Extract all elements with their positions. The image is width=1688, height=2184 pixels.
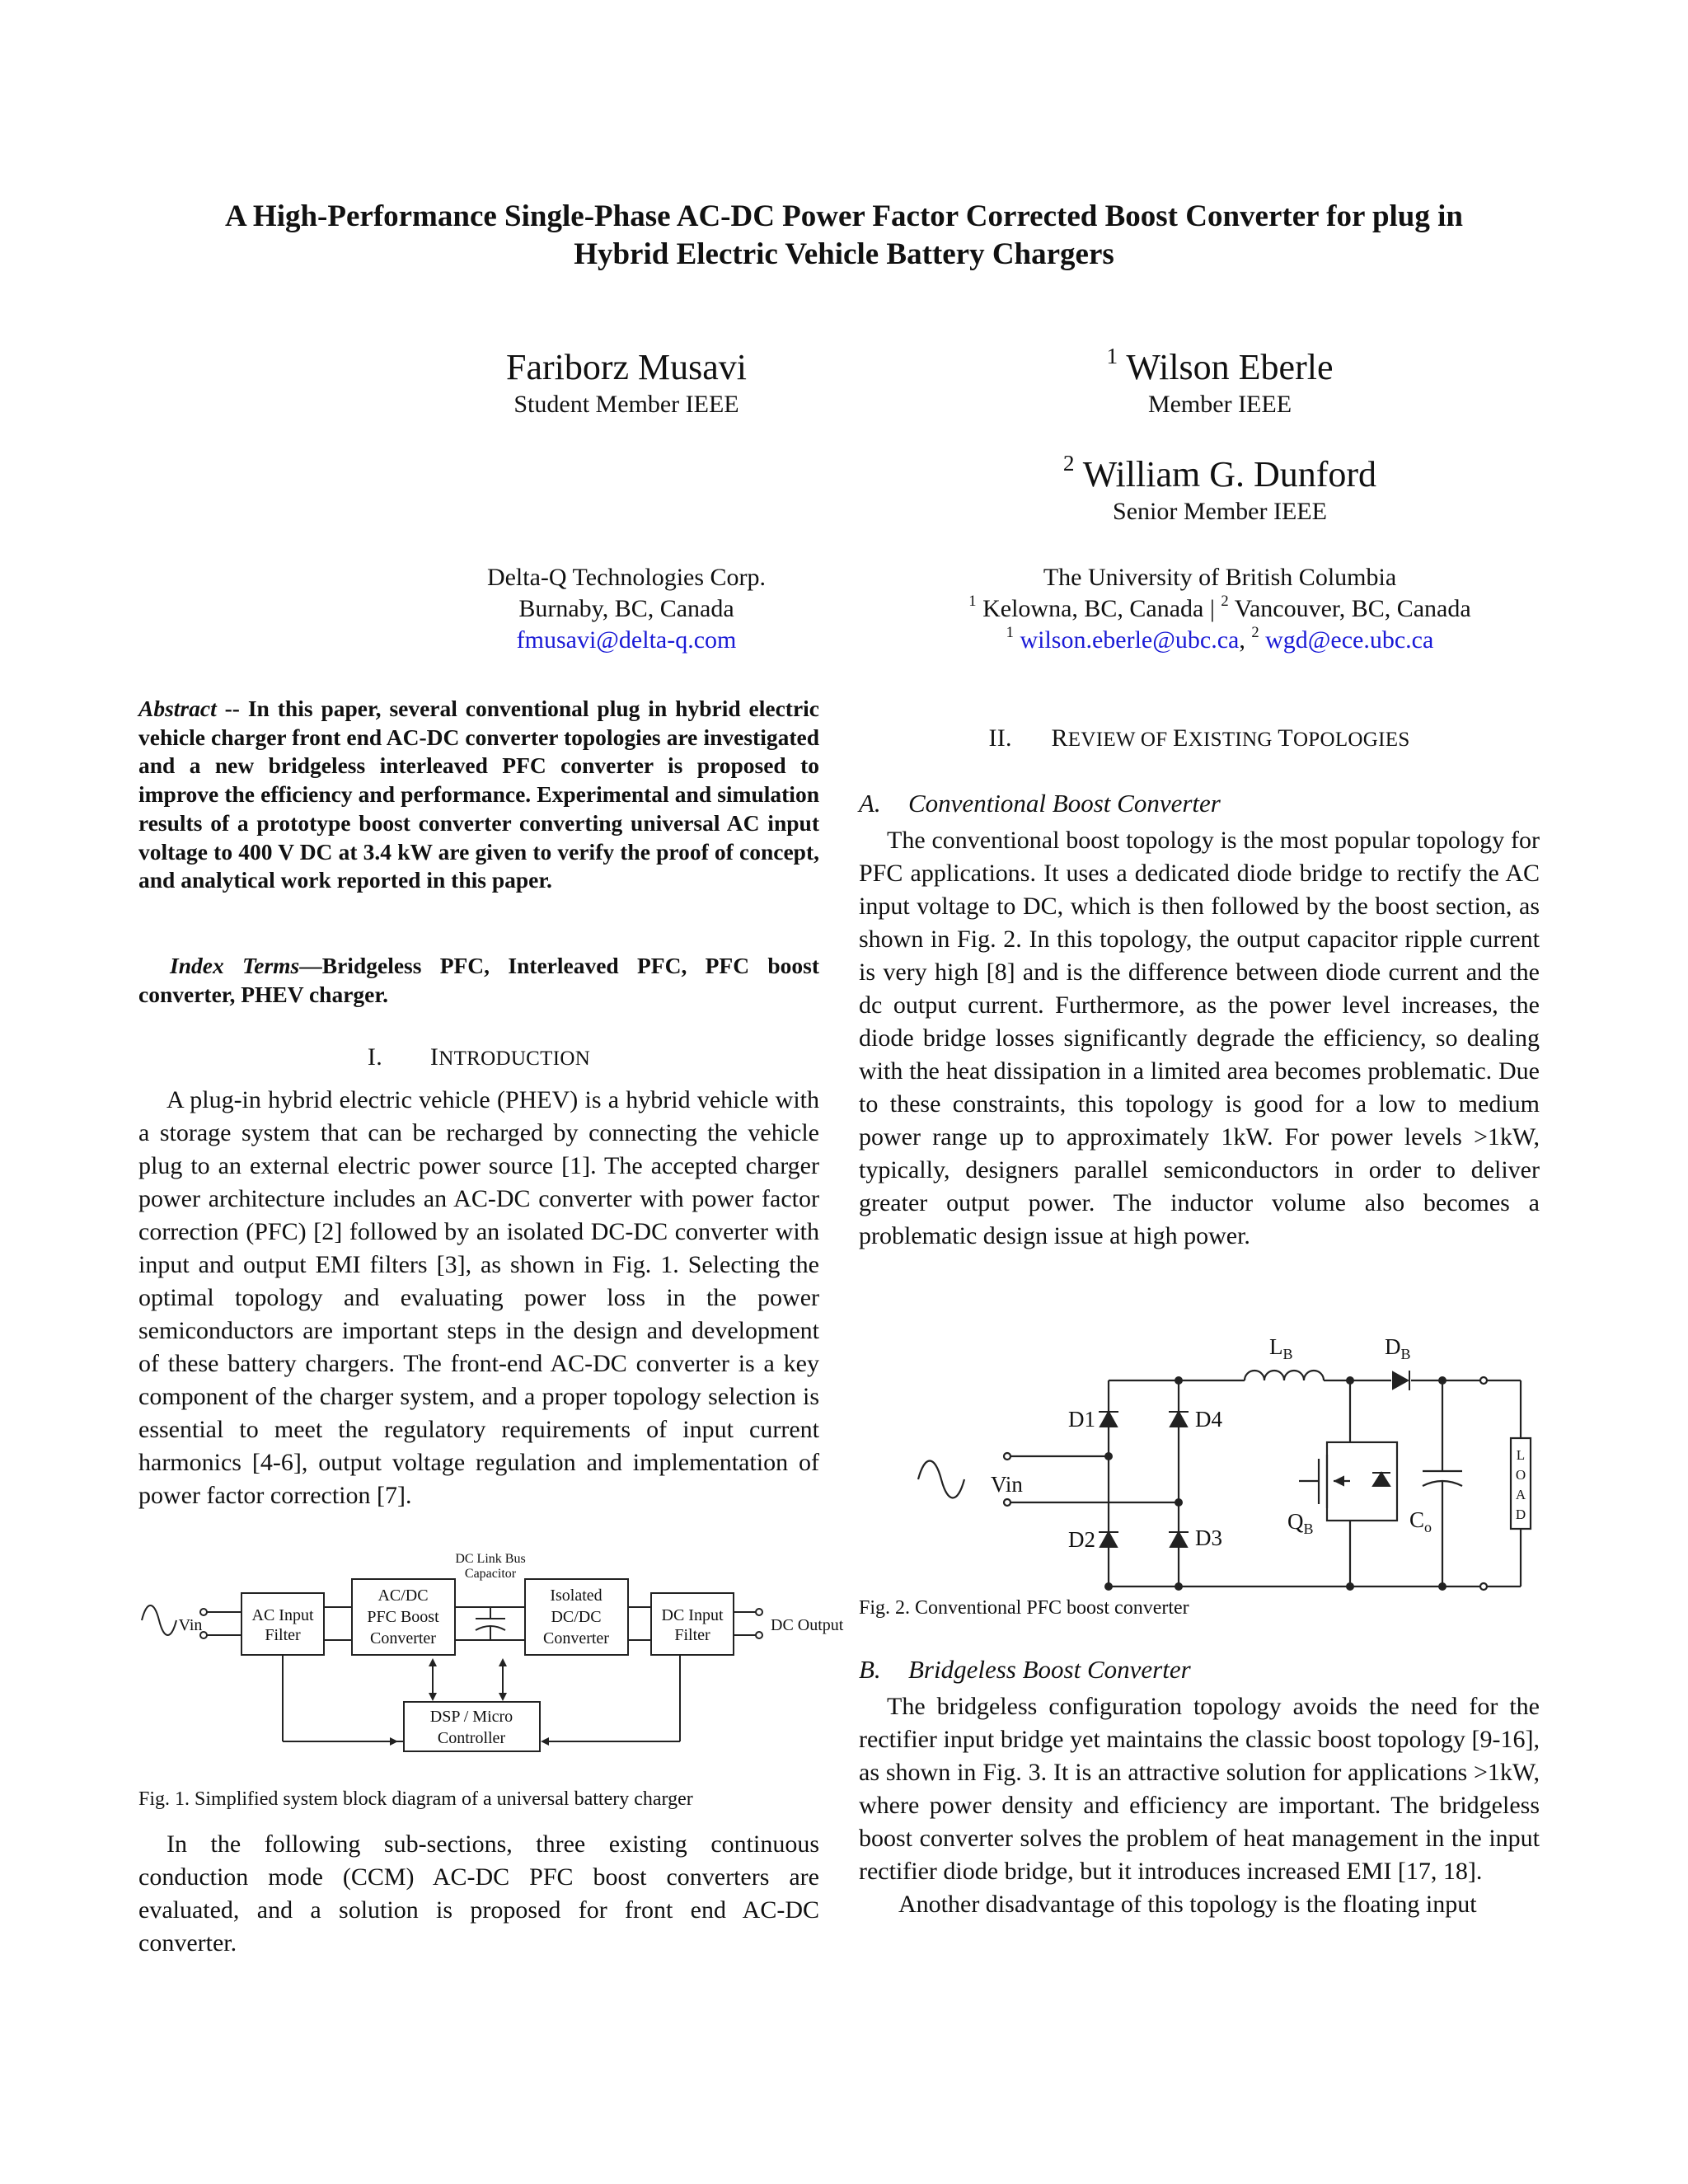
svg-text:AC/DC: AC/DC xyxy=(377,1586,429,1605)
email-link[interactable]: fmusavi@delta-q.com xyxy=(516,626,737,654)
abstract-body: -- In this paper, several conventional plug in hybrid electric vehicle charger front end AC-DC converter topologies are investigated and a new bridgeless interleaved PFC converter is proposed to improve the efficiency and performance. Experimental and simulation results of a prototype boost converter converting universal AC input voltage to 400 V DC at 3.4 kW are given to verify the proof of concept, and analytical work reported in this paper. xyxy=(138,696,819,893)
author-role: Senior Member IEEE xyxy=(1113,498,1327,525)
following-paragraph: In the following sub-sections, three existing continuous conduction mode (CCM) AC-DC PFC boost converters are evaluated, and a solution is proposed for front end AC-DC converter. xyxy=(138,1830,819,1957)
intro-paragraph: A plug-in hybrid electric vehicle (PHEV) is a hybrid vehicle with a storage system that can be recharged by connecting the vehicle plug to an external electric power source [1]. The accepted charger power architecture includes an AC-DC converter with power factor correction (PFC) [2] followed by an isolated DC-DC converter with input and output EMI filters [3], as shown in Fig. 1. Selecting the optimal topology and evaluating power loss in the power semiconductors are important steps in the design and development of these battery chargers. The front-end AC-DC converter is a key component of the charger system, and a proper topology selection is essential to meet the regulatory requirements of input current harmonics [4-6], output voltage regulation and implementation of power factor correction [7]. xyxy=(138,1086,819,1509)
affiliation-emails: $^1$ wilson.eberle@ubc.ca, $^2$ wgd@ece.ubc.ca xyxy=(1006,623,1434,654)
svg-text:A: A xyxy=(1515,1487,1526,1502)
following-text xyxy=(138,1828,819,1960)
subsection-a-heading: A. Conventional Boost Converter xyxy=(859,789,1221,818)
svg-text:D: D xyxy=(1515,1507,1526,1522)
capacitor-co-label: $C_o$ xyxy=(1409,1507,1432,1535)
title-line-2: Hybrid Electric Vehicle Battery Chargers xyxy=(574,237,1114,271)
section-heading-introduction: I. INTRODUCTION xyxy=(367,1043,591,1071)
switch-qb-label: $Q_B$ xyxy=(1287,1509,1314,1537)
svg-text:Filter: Filter xyxy=(674,1626,710,1644)
subsection-b-paragraph: The bridgeless configuration topology avoids the need for the rectifier input bridge yet maintains the classic boost topology [9-16], as shown in Fig. 3. It is an attractive solution for applications >1kW, where power density and efficiency are important. The bridgeless boost converter solves the problem of heat management in the input rectifier diode bridge, but it introduces increased EMI [17, 18]. xyxy=(859,1693,1540,1885)
svg-text:Filter: Filter xyxy=(265,1626,301,1644)
abstract xyxy=(138,695,819,895)
svg-text:L: L xyxy=(1516,1447,1526,1463)
vin-label: Vin xyxy=(178,1616,203,1634)
load-label xyxy=(1516,1447,1526,1522)
affiliation-org: Delta-Q Technologies Corp. xyxy=(486,564,767,591)
affiliation-right xyxy=(874,562,1566,656)
index-terms-label: Index Terms xyxy=(170,953,300,978)
author-role: Member IEEE xyxy=(1147,391,1292,418)
svg-text:AC Input: AC Input xyxy=(251,1606,314,1624)
svg-text:Converter: Converter xyxy=(543,1629,609,1647)
diode-d4-label: D4 xyxy=(1195,1407,1222,1432)
author-name: $^2$ William G. Dunford xyxy=(1062,450,1377,494)
figure-2-boost-circuit xyxy=(907,1323,1550,1595)
svg-text:Isolated: Isolated xyxy=(550,1586,603,1605)
subsection-b-paragraph-2: Another disadvantage of this topology is the floating input xyxy=(898,1891,1477,1918)
dc-link-label: Capacitor xyxy=(464,1567,517,1581)
diode-d1-label: D1 xyxy=(1068,1407,1095,1432)
svg-text:DSP / Micro: DSP / Micro xyxy=(429,1708,513,1726)
index-terms-body: —Bridgeless PFC, Interleaved PFC, PFC boost converter, PHEV charger. xyxy=(138,953,819,1007)
affiliation-city: Burnaby, BC, Canada xyxy=(518,595,734,622)
email-link[interactable]: wgd@ece.ubc.ca xyxy=(1265,626,1434,654)
svg-text:Controller: Controller xyxy=(437,1729,506,1747)
author-role: Student Member IEEE xyxy=(513,391,739,418)
author-block-2 xyxy=(874,343,1566,420)
svg-text:O: O xyxy=(1515,1467,1526,1483)
diode-d2-label: D2 xyxy=(1068,1527,1095,1552)
svg-text:Converter: Converter xyxy=(370,1629,436,1647)
title-line-1: A High-Performance Single-Phase AC-DC Power Factor Corrected Boost Converter for plug in xyxy=(224,199,1463,233)
svg-text:PFC Boost: PFC Boost xyxy=(367,1608,439,1626)
subsection-a-text xyxy=(859,824,1540,1253)
figure-2-caption: Fig. 2. Conventional PFC boost converter xyxy=(859,1597,1189,1619)
diode-db-label: $D_B$ xyxy=(1385,1334,1411,1362)
intro-text xyxy=(138,1084,819,1512)
ac-source-icon xyxy=(918,1461,964,1498)
figure-1-block-diagram xyxy=(136,1549,844,1755)
vin-label: Vin xyxy=(991,1472,1023,1497)
subsection-b-heading: B. Bridgeless Boost Converter xyxy=(859,1655,1191,1684)
section-heading-review: II. REVIEW OF EXISTING TOPOLOGIES xyxy=(988,724,1410,752)
abstract-label: Abstract xyxy=(138,696,217,721)
index-terms xyxy=(138,952,819,1009)
paper-title xyxy=(124,198,1564,274)
inductor-label: $L_B$ xyxy=(1269,1334,1293,1362)
subsection-a-paragraph: The conventional boost topology is the most popular topology for PFC applications. It uses a dedicated diode bridge to rectify the AC input voltage to DC, which is then followed by the boost section, as shown in Fig. 2. In this topology, the output capacitor ripple current is very high [8] and is the difference between diode current and the dc output current. Furthermore, as the power level increases, the diode bridge losses significantly degrade the efficiency, so dealing with the heat dissipation in a limited area becomes problematic. Due to these constraints, this topology is good for a low to medium power range up to approximately 1kW. For power levels >1kW, typically, designers parallel semiconductors in order to deliver greater output power. The inductor volume also becomes a problematic design issue at high power. xyxy=(859,827,1540,1249)
affiliation-city: $^1$ Kelowna, BC, Canada | $^2$ Vancouver, BC, Canada xyxy=(968,592,1471,622)
ac-source-icon xyxy=(142,1605,176,1635)
affiliation-org: The University of British Columbia xyxy=(1043,564,1397,591)
inductor-icon xyxy=(1245,1371,1324,1380)
dc-link-label: DC Link Bus xyxy=(455,1552,526,1566)
author-name: Fariborz Musavi xyxy=(505,347,748,387)
svg-text:DC Input: DC Input xyxy=(661,1606,724,1624)
email-link[interactable]: wilson.eberle@ubc.ca xyxy=(1020,626,1240,654)
subsection-b-text xyxy=(859,1690,1540,1921)
author-block-3 xyxy=(874,450,1566,527)
diode-d3-label: D3 xyxy=(1195,1526,1222,1550)
author-name: $^1$ Wilson Eberle xyxy=(1106,343,1334,387)
figure-1-caption: Fig. 1. Simplified system block diagram of a universal battery charger xyxy=(138,1788,693,1810)
svg-text:DC/DC: DC/DC xyxy=(551,1608,602,1626)
dc-output-label: DC Output xyxy=(771,1616,844,1634)
